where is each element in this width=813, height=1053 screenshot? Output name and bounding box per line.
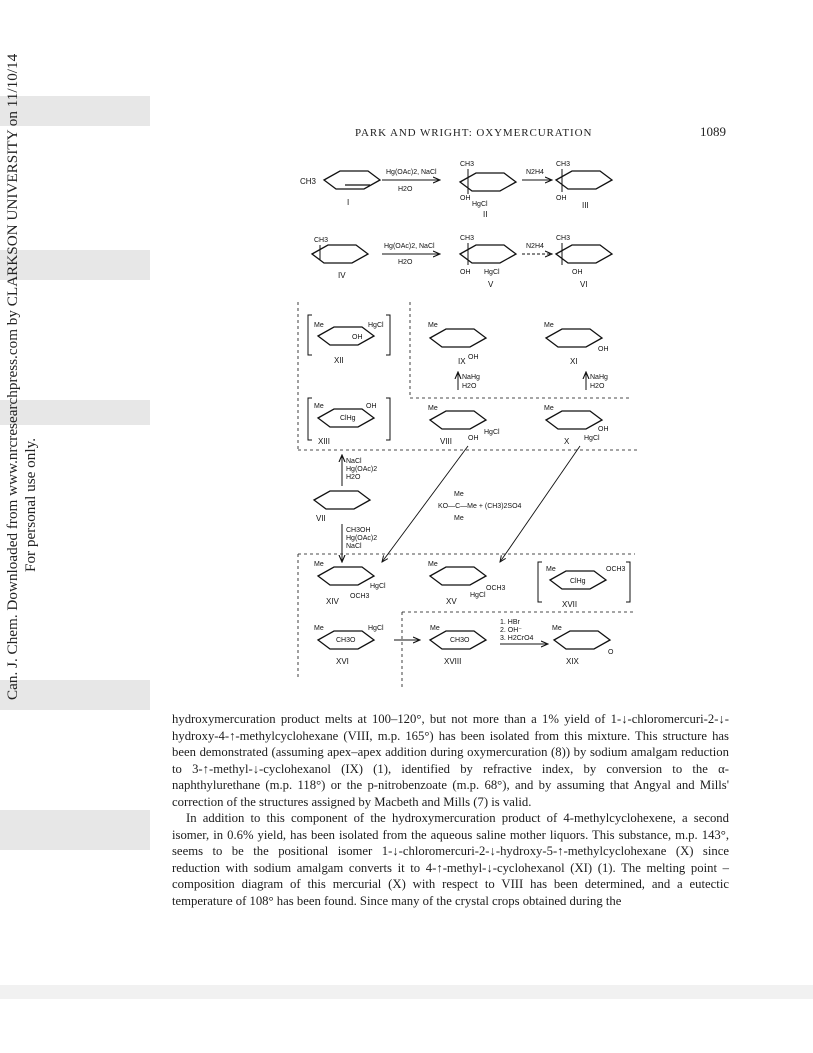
xii-oh: OH bbox=[352, 334, 363, 341]
ix-h2o: H2O bbox=[462, 383, 477, 390]
watermark-line-2: For personal use only. bbox=[22, 438, 39, 572]
viii-oh: OH bbox=[468, 435, 479, 442]
ring-X bbox=[546, 411, 602, 429]
paragraph-2: In addition to this component of the hydroxymercuration product of 4-methylcyclohexene, a second isomer, in 0.6% yield, has been isolated from the aqueous saline mother liquors. This substance, m.p. 143°, seems to be the positional isomer 1-↓-chloromercuri-2-↓-hydroxy-5-↑-methylcyclohexane (X) since reduction with sodium amalgam converts it to 4-↑-methyl-↓-cyclohexanol (XI) (1). The melting point – composition diagram of this mercurial (X) with respect to VIII has been determined, and a eutectic temperature of 108° has been found. Since many of the crystal crops obtained during the bbox=[172, 811, 729, 908]
sub-II-oh: OH bbox=[460, 195, 471, 202]
row1-start-group: CH3 bbox=[300, 177, 317, 186]
ring-XIX bbox=[554, 631, 610, 649]
ring-VIII bbox=[430, 411, 486, 429]
xvii-me: Me bbox=[546, 566, 556, 573]
ring-VII bbox=[314, 491, 370, 509]
body-text bbox=[172, 711, 729, 909]
xv-och3: OCH3 bbox=[486, 585, 506, 592]
ring-XII bbox=[318, 327, 374, 345]
label-VII: VII bbox=[316, 514, 326, 523]
watermark-line-1: Can. J. Chem. Downloaded from www.nrcresearchpress.com by CLARKSON UNIVERSITY on 11/10/14 bbox=[4, 53, 21, 700]
base-me-top: Me bbox=[454, 491, 464, 498]
row1-arrow1-bottom: H2O bbox=[398, 186, 413, 193]
page-number: 1089 bbox=[700, 124, 726, 139]
vii-h2o: H2O bbox=[346, 474, 361, 481]
running-title: PARK AND WRIGHT: OXYMERCURATION bbox=[355, 127, 593, 139]
step-3: 3. H2CrO4 bbox=[500, 635, 534, 642]
ring-IX bbox=[430, 329, 486, 347]
xi-oh: OH bbox=[598, 346, 609, 353]
label-I: I bbox=[347, 198, 350, 207]
ring-VI bbox=[556, 245, 612, 263]
sub-VI-oh: OH bbox=[572, 269, 583, 276]
vii-nacl: NaCl bbox=[346, 458, 362, 465]
label-XIX: XIX bbox=[566, 657, 579, 666]
base-me-bottom: Me bbox=[454, 515, 464, 522]
xi-h2o: H2O bbox=[590, 383, 605, 390]
xii-me: Me bbox=[314, 322, 324, 329]
label-III: III bbox=[582, 201, 589, 210]
vii-nacl2: NaCl bbox=[346, 543, 362, 550]
sub-III-ch3: CH3 bbox=[556, 161, 571, 168]
row2-arrow1-bottom: H2O bbox=[398, 259, 413, 266]
xvi-hgcl: HgCl bbox=[368, 625, 384, 632]
vii-hgoac2: Hg(OAc)2 bbox=[346, 535, 378, 542]
reaction-scheme bbox=[290, 150, 650, 690]
xv-me: Me bbox=[428, 561, 438, 568]
xv-hgcl: HgCl bbox=[470, 592, 486, 599]
vii-hgoac: Hg(OAc)2 bbox=[346, 466, 378, 473]
xvi-ch3o: CH3O bbox=[336, 637, 356, 644]
xix-o: O bbox=[608, 649, 614, 656]
ring-I bbox=[324, 171, 380, 189]
viii-me: Me bbox=[428, 405, 438, 412]
sub-IV-ch3: CH3 bbox=[314, 237, 329, 244]
ix-me: Me bbox=[428, 322, 438, 329]
viii-hgcl: HgCl bbox=[484, 429, 500, 436]
sub-II-ch3: CH3 bbox=[460, 161, 475, 168]
ring-XIV bbox=[318, 567, 374, 585]
sub-V-hgcl: HgCl bbox=[484, 269, 500, 276]
x-me: Me bbox=[544, 405, 554, 412]
row1-arrow2-reagent: N2H4 bbox=[526, 169, 544, 176]
xii-hgcl: HgCl bbox=[368, 322, 384, 329]
sub-V-oh: OH bbox=[460, 269, 471, 276]
xix-me: Me bbox=[552, 625, 562, 632]
label-XI: XI bbox=[570, 357, 578, 366]
label-VI: VI bbox=[580, 280, 588, 289]
ring-III bbox=[556, 171, 612, 189]
x-hgcl: HgCl bbox=[584, 435, 600, 442]
vii-ch3oh: CH3OH bbox=[346, 527, 371, 534]
step-1: 1. HBr bbox=[500, 619, 520, 626]
label-X: X bbox=[564, 437, 570, 446]
xiv-hgcl: HgCl bbox=[370, 583, 386, 590]
label-XVII: XVII bbox=[562, 600, 578, 609]
row2-arrow1-top: Hg(OAc)2, NaCl bbox=[384, 243, 435, 250]
xiii-clhg: ClHg bbox=[340, 415, 356, 422]
label-V: V bbox=[488, 280, 494, 289]
ix-nahg: NaHg bbox=[462, 374, 480, 381]
row2-arrow2-reagent: N2H4 bbox=[526, 243, 544, 250]
xiii-oh: OH bbox=[366, 403, 377, 410]
label-XV: XV bbox=[446, 597, 457, 606]
label-VIII: VIII bbox=[440, 437, 453, 446]
step-2: 2. OH⁻ bbox=[500, 627, 522, 634]
label-XVI: XVI bbox=[336, 657, 349, 666]
paragraph-1: hydroxymercuration product melts at 100–120°, but not more than a 1% yield of 1-↓-chloromercuri-2-↓-hydroxy-4-↑-methylcyclohexane (VIII, m.p. 165°) has been isolated from this mixture. This structure has been demonstrated (assuming apex–apex addition during oxymercuration (8)) by sodium amalgam reduction to 3-↑-methyl-↓-cyclohexanol (IX) (1), identified by refractive index, by conversion to the α-naphthylurethane (m.p. 118°) or the p-nitrobenzoate (m.p. 68°), and by assuming that Angyal and Mills' correction of the structures assigned by Macbeth and Mills (7) is valid. bbox=[172, 712, 729, 809]
ix-oh: OH bbox=[468, 354, 479, 361]
label-XVIII: XVIII bbox=[444, 657, 462, 666]
base-formula: KO—C—Me + (CH3)2SO4 bbox=[438, 503, 522, 510]
label-XII: XII bbox=[334, 356, 344, 365]
ring-XV bbox=[430, 567, 486, 585]
sub-V-ch3: CH3 bbox=[460, 235, 475, 242]
x-oh: OH bbox=[598, 426, 609, 433]
sub-VI-ch3: CH3 bbox=[556, 235, 571, 242]
xi-me: Me bbox=[544, 322, 554, 329]
sub-II-hgcl: HgCl bbox=[472, 201, 488, 208]
sub-III-oh: OH bbox=[556, 195, 567, 202]
label-IX: IX bbox=[458, 357, 466, 366]
xvii-och3: OCH3 bbox=[606, 566, 626, 573]
label-IV: IV bbox=[338, 271, 346, 280]
download-watermark bbox=[4, 53, 40, 700]
xiv-me: Me bbox=[314, 561, 324, 568]
xi-nahg: NaHg bbox=[590, 374, 608, 381]
row1-arrow1-top: Hg(OAc)2, NaCl bbox=[386, 169, 437, 176]
xiii-me: Me bbox=[314, 403, 324, 410]
xviii-me: Me bbox=[430, 625, 440, 632]
xiv-och3: OCH3 bbox=[350, 593, 370, 600]
label-II: II bbox=[483, 210, 488, 219]
xvii-clhg: ClHg bbox=[570, 578, 586, 585]
xviii-ch3o: CH3O bbox=[450, 637, 470, 644]
label-XIV: XIV bbox=[326, 597, 339, 606]
label-XIII: XIII bbox=[318, 437, 331, 446]
xvi-me: Me bbox=[314, 625, 324, 632]
ring-XI bbox=[546, 329, 602, 347]
